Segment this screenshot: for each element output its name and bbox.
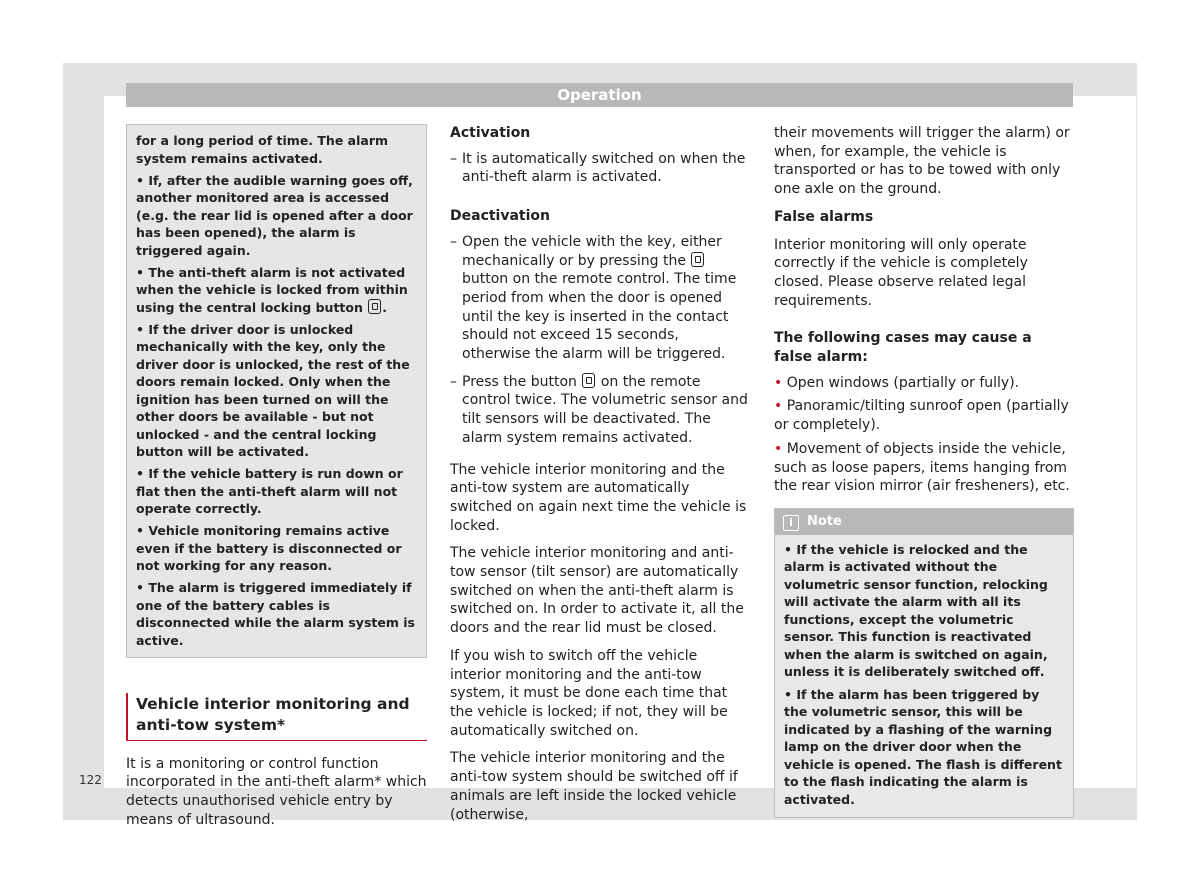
bullet-glyph: •: [774, 440, 783, 457]
warning-bullet: • If the driver door is unlocked mechanically with the key, only the driver door is unlocked, the rest of the doors remain locked. Only when the ignition has been turned on will the other doors be available - but not unlocked - and the central locking button will be activated.: [136, 321, 410, 459]
bullet-glyph: •: [784, 541, 792, 557]
body-paragraph: The vehicle interior monitoring and the anti-tow system are automatically switched on again next time the vehicle is locked.: [450, 461, 747, 534]
body-paragraph: The vehicle interior monitoring and anti-tow sensor (tilt sensor) are automatically switched on when the anti-theft alarm is switched on. In order to activate it, all the doors and the rear lid must be closed.: [450, 545, 744, 637]
body-paragraph: The vehicle interior monitoring and the anti-tow system should be switched off if animals are left inside the locked vehicle (otherwise,: [450, 750, 738, 823]
deactivation-heading: Deactivation: [450, 208, 551, 225]
info-icon: i: [783, 515, 799, 531]
lock-button-icon: [582, 373, 595, 388]
column-middle: [450, 124, 748, 824]
dash-glyph: –: [450, 233, 457, 250]
note-title: Note: [807, 513, 842, 529]
page-header: Operation: [126, 83, 1073, 107]
continuation-text: their movements will trigger the alarm) or when, for example, the vehicle is transported or has to be towed with only one axle on the ground.: [774, 125, 1070, 198]
warning-bullet: • The anti-theft alarm is not activated when the vehicle is locked from within using the central locking button .: [136, 264, 408, 315]
bullet-glyph: •: [136, 264, 144, 280]
note-bullet: • If the alarm has been triggered by the volumetric sensor, this will be indicated by a flashing of the warning lamp on the driver door when the vehicle is opened. The flash is different to the flash indicating the alarm is activated.: [784, 686, 1062, 807]
deactivation-item: – Open the vehicle with the key, either mechanically or by pressing the button on the remote control. The time period from when the door is opened until the key is inserted in the contact should not exceed 15 seconds, otherwise the alarm will be triggered.: [450, 233, 737, 363]
activation-heading: Activation: [450, 125, 531, 141]
dash-glyph: –: [450, 150, 457, 167]
note-box: [774, 508, 1074, 819]
case-item: • Movement of objects inside the vehicle, such as loose papers, items hanging from the rear vision mirror (air fresheners), etc.: [774, 440, 1070, 495]
bullet-glyph: •: [136, 580, 144, 595]
false-alarms-text: Interior monitoring will only operate correctly if the vehicle is completely closed. Please observe related legal requirements.: [774, 236, 1028, 309]
case-item: • Open windows (partially or fully).: [774, 374, 1020, 391]
bullet-glyph: •: [774, 374, 783, 391]
central-locking-button-icon: [368, 299, 381, 314]
deactivation-item: – Press the button on the remote control twice. The volumetric sensor and tilt sensors will be deactivated. The alarm system remains activated.: [450, 373, 748, 446]
warning-bullet: • If the vehicle battery is run down or flat then the anti-theft alarm will not operate correctly.: [136, 466, 403, 516]
warning-bullet: • The alarm is triggered immediately if one of the battery cables is disconnected while the alarm system is active.: [136, 580, 415, 648]
dash-glyph: –: [450, 373, 457, 390]
bullet-glyph: •: [784, 686, 792, 702]
page-number: 122: [79, 773, 102, 787]
note-bullet: • If the vehicle is relocked and the alarm is activated without the volumetric sensor function, relocking will activate the alarm with all its functions, except the volumetric sensor. This function is reactivated when the alarm is switched on again, unless it is deliberately switched off.: [784, 541, 1048, 680]
bullet-glyph: •: [136, 466, 144, 481]
section-text: It is a monitoring or control function incorporated in the anti-theft alarm* which detects unauthorised vehicle entry by means of ultrasound.: [126, 755, 427, 828]
unlock-button-icon: [691, 252, 704, 267]
body-paragraph: If you wish to switch off the vehicle interior monitoring and the anti-tow system, it must be done each time that the vehicle is locked; if not, they will be automatically switched on.: [450, 647, 728, 739]
activation-item: – It is automatically switched on when the anti-theft alarm is activated.: [450, 150, 746, 186]
bullet-glyph: •: [136, 523, 144, 538]
warning-bullet: • If, after the audible warning goes off, another monitored area is accessed (e.g. the rear lid is opened after a door has been opened), the alarm is triggered again.: [136, 172, 413, 258]
warning-intro: for a long period of time. The alarm system remains activated.: [136, 133, 389, 166]
case-item: • Panoramic/tilting sunroof open (partially or completely).: [774, 398, 1069, 434]
column-right: [774, 124, 1074, 818]
false-alarms-heading: False alarms: [774, 208, 874, 225]
warning-bullet: • Vehicle monitoring remains active even if the battery is disconnected or not working for any reason.: [136, 523, 402, 573]
note-body: [775, 535, 1073, 818]
column-left: [126, 124, 427, 829]
warning-box: [126, 124, 427, 658]
bullet-glyph: •: [136, 172, 144, 188]
section-title: Vehicle interior monitoring and anti-tow system*: [126, 693, 427, 741]
bullet-glyph: •: [774, 398, 783, 415]
bullet-glyph: •: [136, 321, 144, 337]
note-header: [775, 509, 1073, 535]
cases-heading: The following cases may cause a false alarm:: [774, 330, 1032, 366]
